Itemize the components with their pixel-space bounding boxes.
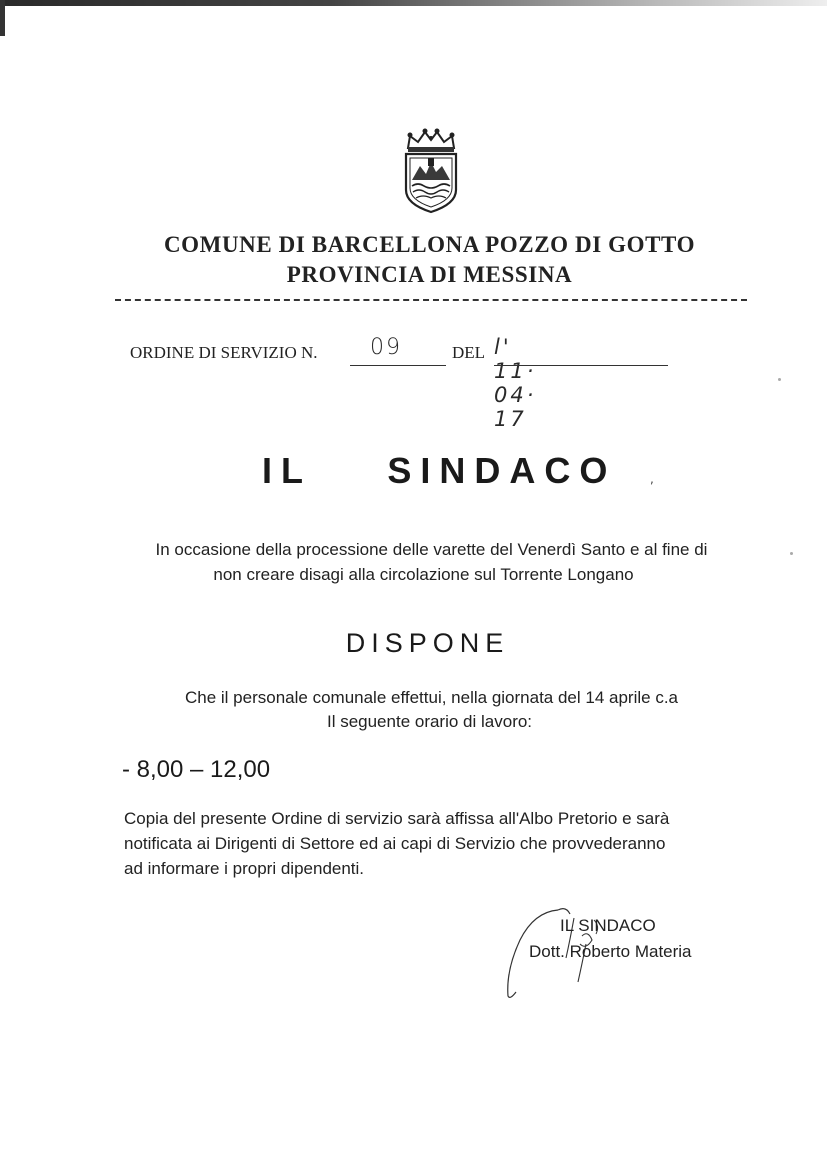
municipality-name: COMUNE DI BARCELLONA POZZO DI GOTTO <box>163 232 696 257</box>
scan-speck <box>778 378 781 381</box>
order-date-label: DEL <box>452 343 486 362</box>
stray-mark: , <box>650 472 654 486</box>
municipal-coat-of-arms-icon <box>398 128 464 214</box>
closing-line: ad informare i propri dipendenti. <box>124 859 365 878</box>
scan-speck <box>790 552 793 555</box>
disposition-line: Il seguente orario di lavoro: <box>326 712 533 731</box>
closing-paragraph <box>124 806 764 881</box>
intro-line: In occasione della processione delle varette del Venerdì Santo e al fine di <box>155 540 708 559</box>
order-number-value: 09 <box>370 335 402 360</box>
working-hours: - 8,00 – 12,00 <box>122 756 271 783</box>
order-date-value: l' 11· 04· 17 <box>494 335 537 431</box>
dispone-heading: DISPONE <box>345 628 510 658</box>
disposition-line: Che il personale comunale effettui, nella giornata del 14 aprile c.a <box>185 688 678 707</box>
closing-line: Copia del presente Ordine di servizio sarà affissa all'Albo Pretorio e sarà <box>124 809 670 828</box>
order-date-underline <box>494 365 668 366</box>
header-separator <box>115 299 747 301</box>
signatory-title: IL SINDACO <box>560 916 656 935</box>
scan-left-edge <box>0 0 5 36</box>
intro-line: non creare disagi alla circolazione sul Torrente Longano <box>213 565 634 584</box>
signatory-name: Dott. Roberto Materia <box>529 942 692 961</box>
province-name: PROVINCIA DI MESSINA <box>286 262 573 287</box>
document-title: IL SINDACO <box>262 450 617 491</box>
scan-top-edge <box>0 0 827 6</box>
order-number-label: ORDINE DI SERVIZIO N. <box>130 343 318 362</box>
order-number-underline <box>350 365 446 366</box>
closing-line: notificata ai Dirigenti di Settore ed ai capi di Servizio che provvederanno <box>124 834 666 853</box>
